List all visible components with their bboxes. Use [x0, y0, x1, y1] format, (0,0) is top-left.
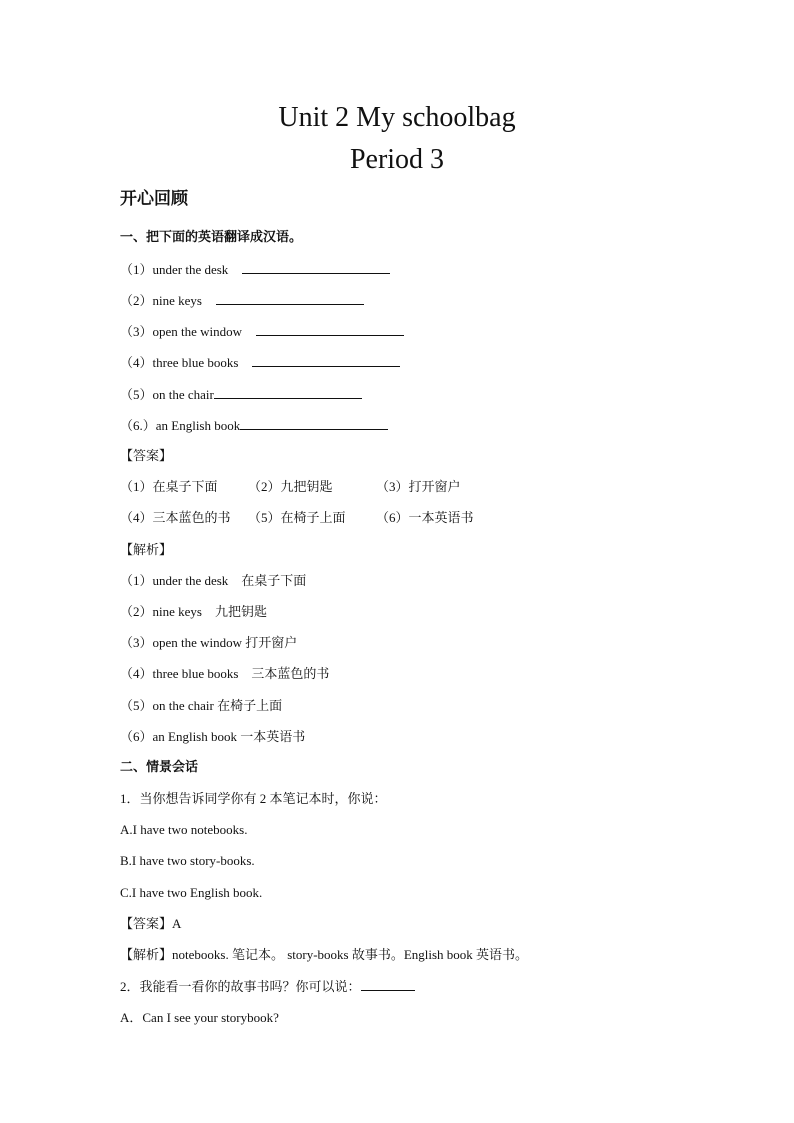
analysis-label: 【解析】 [120, 542, 173, 557]
exercise-item [120, 385, 362, 404]
exercise-item [120, 260, 390, 279]
document-subtitle: Period 3 [349, 144, 445, 175]
analysis-item: （3）open the window 打开窗户 [120, 635, 298, 650]
exercise-item [120, 322, 404, 341]
answer-blank[interactable] [216, 291, 364, 305]
answer-item: （1）在桌子下面 [120, 479, 218, 494]
answer-blank[interactable] [256, 322, 404, 336]
answer-blank[interactable] [252, 353, 400, 367]
analysis-item: （4）three blue books 三本蓝色的书 [120, 666, 330, 681]
analysis-item: （6）an English book 一本英语书 [120, 729, 306, 744]
answer-item: （6）一本英语书 [376, 510, 474, 525]
exercise-item-text: （2）nine keys [120, 293, 202, 308]
exercise-item [120, 291, 364, 310]
answer-blank[interactable] [361, 977, 415, 991]
question-text-content: 2．我能看一看你的故事书吗？你可以说： [120, 979, 361, 994]
answer-row [120, 509, 474, 527]
part2-heading: 二、情景会话 [120, 760, 199, 775]
answer-item: （5）在椅子上面 [248, 510, 346, 525]
question-answer: 【答案】A [120, 916, 182, 931]
option-a: A．Can I see your storybook? [120, 1010, 279, 1025]
exercise-item [120, 416, 388, 435]
answer-blank[interactable] [242, 260, 390, 274]
exercise-item-text: （6.）an English book [120, 418, 241, 433]
document-title: Unit 2 My schoolbag [278, 102, 516, 133]
exercise-item-text: （1）under the desk [120, 262, 229, 277]
answer-blank[interactable] [240, 416, 388, 430]
answer-item: （4）三本蓝色的书 [120, 510, 231, 525]
question-text: 1．当你想告诉同学你有 2 本笔记本时，你说： [120, 791, 387, 806]
answer-item: （3）打开窗户 [376, 479, 461, 494]
answer-item: （2）九把钥匙 [248, 479, 333, 494]
answer-blank[interactable] [214, 385, 362, 399]
exercise-item-text: （5）on the chair [120, 387, 214, 402]
question-text [120, 977, 415, 996]
exercise-item-text: （4）three blue books [120, 355, 239, 370]
answer-row [120, 478, 461, 496]
answer-label: 【答案】 [120, 448, 173, 463]
analysis-item: （2）nine keys 九把钥匙 [120, 604, 267, 619]
part1-heading: 一、把下面的英语翻译成汉语。 [120, 230, 303, 245]
exercise-item [120, 353, 400, 372]
section-heading: 开心回顾 [120, 189, 188, 209]
question-analysis: 【解析】notebooks. 笔记本。 story-books 故事书。English book 英语书。 [120, 947, 529, 962]
option-c: C.I have two English book. [120, 885, 263, 900]
option-b: B.I have two story-books. [120, 853, 255, 868]
analysis-item: （5）on the chair 在椅子上面 [120, 698, 283, 713]
analysis-item: （1）under the desk 在桌子下面 [120, 573, 307, 588]
exercise-item-text: （3）open the window [120, 324, 243, 339]
option-a: A.I have two notebooks. [120, 822, 248, 837]
